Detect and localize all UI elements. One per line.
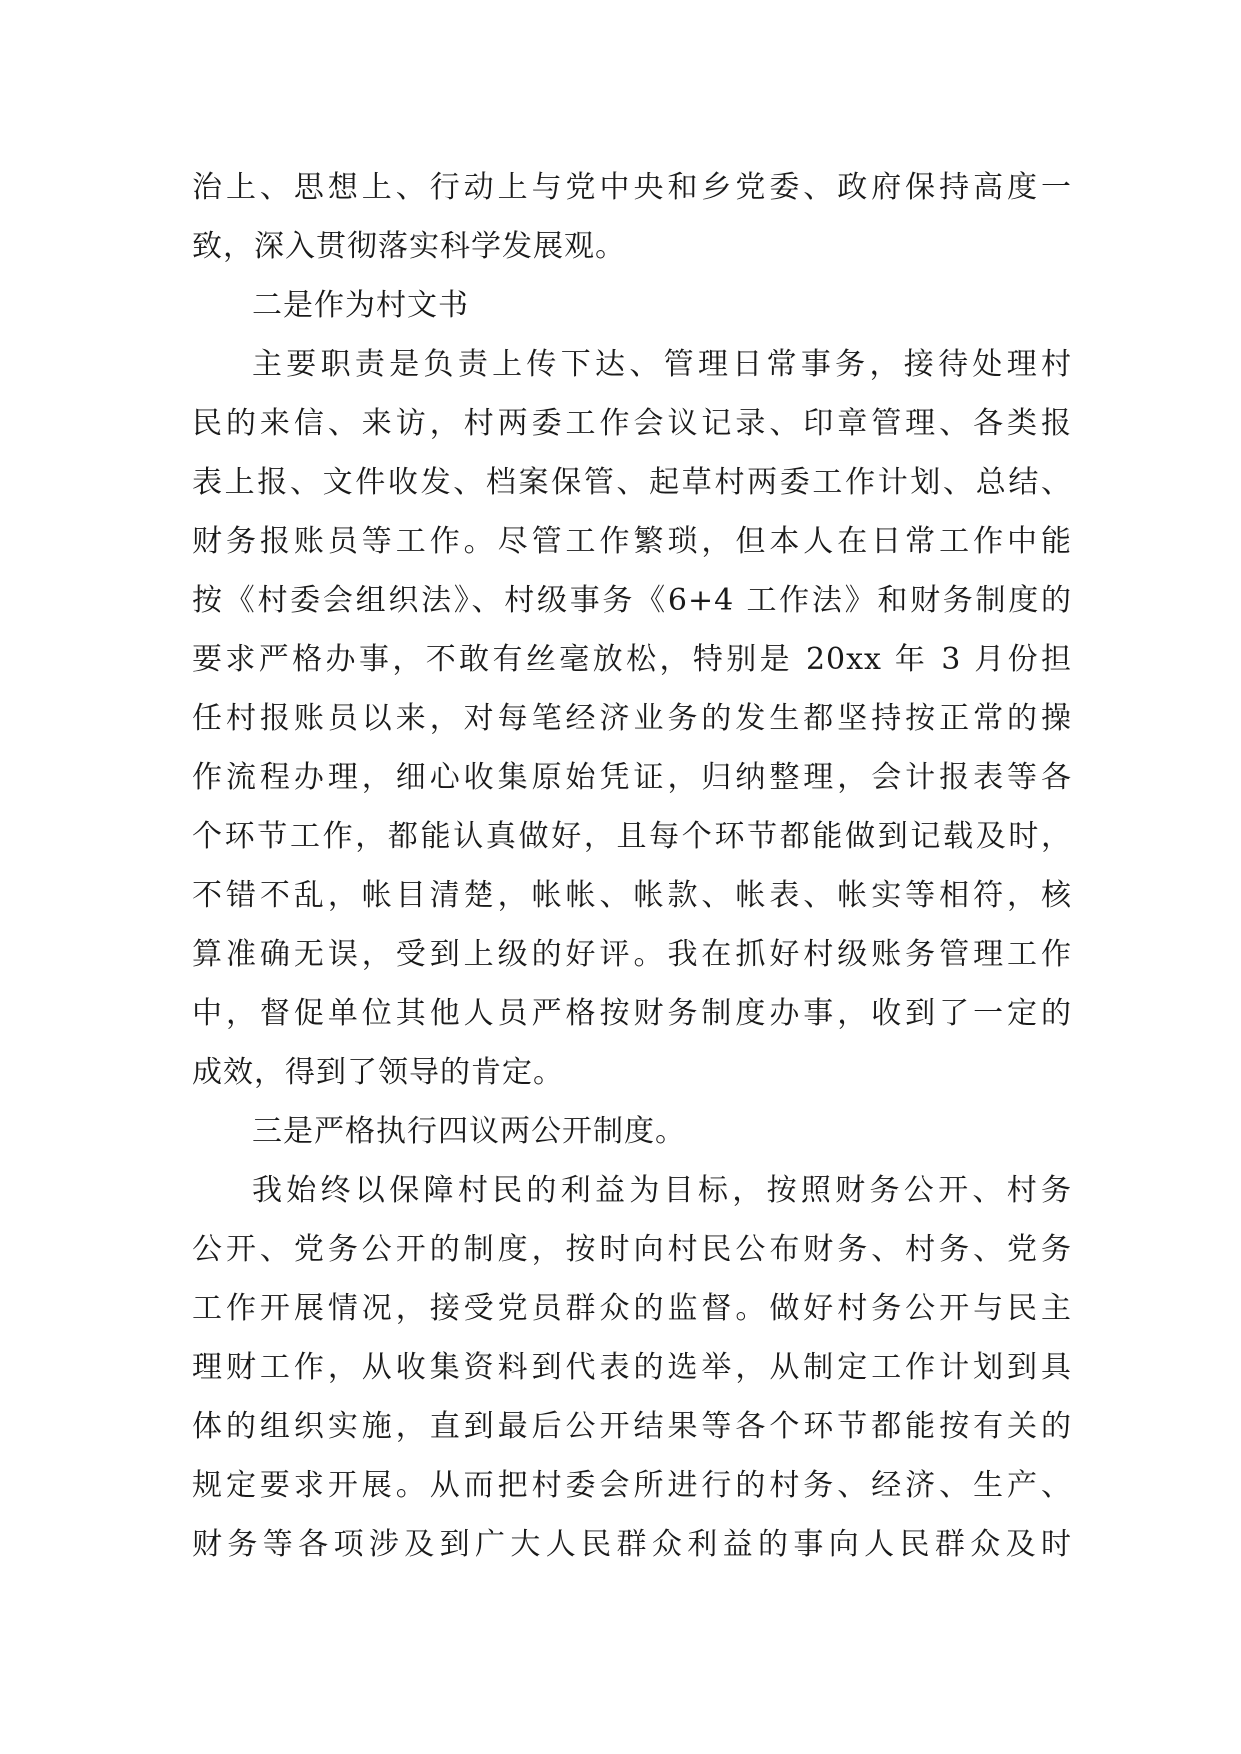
- text-line: 致，深入贯彻落实科学发展观。: [192, 229, 626, 264]
- text-line: 规定要求开展。从而把村委会所进行的村务、经济、生产、: [192, 1468, 1072, 1503]
- text-line: 成效，得到了领导的肯定。: [192, 1055, 564, 1090]
- text-line: 个环节工作，都能认真做好，且每个环节都能做到记载及时，: [192, 819, 1072, 854]
- text-line: 工作开展情况，接受党员群众的监督。做好村务公开与民主: [192, 1291, 1072, 1326]
- text-line: 作流程办理，细心收集原始凭证，归纳整理，会计报表等各: [192, 760, 1072, 795]
- section-heading: 三是严格执行四议两公开制度。: [252, 1114, 686, 1149]
- text-line: 不错不乱，帐目清楚，帐帐、帐款、帐表、帐实等相符，核: [192, 878, 1072, 913]
- section-heading: 二是作为村文书: [252, 288, 469, 323]
- text-line: 表上报、文件收发、档案保管、起草村两委工作计划、总结、: [192, 465, 1072, 500]
- document-body: [192, 158, 1072, 1574]
- text-line: 体的组织实施，直到最后公开结果等各个环节都能按有关的: [192, 1409, 1072, 1444]
- text-line: 理财工作，从收集资料到代表的选举，从制定工作计划到具: [192, 1350, 1072, 1385]
- text-line: 任村报账员以来，对每笔经济业务的发生都坚持按正常的操: [192, 701, 1072, 736]
- text-line: 公开、党务公开的制度，按时向村民公布财务、村务、党务: [192, 1232, 1072, 1267]
- text-line: 财务等各项涉及到广大人民群众利益的事向人民群众及时: [192, 1527, 1072, 1562]
- text-line: 主要职责是负责上传下达、管理日常事务，接待处理村: [252, 347, 1072, 382]
- text-line: 按《村委会组织法》、村级事务《6+4 工作法》和财务制度的: [192, 583, 1072, 618]
- text-line: 民的来信、来访，村两委工作会议记录、印章管理、各类报: [192, 406, 1072, 441]
- text-line: 要求严格办事，不敢有丝毫放松，特别是 20xx 年 3 月份担: [192, 642, 1072, 677]
- text-line: 财务报账员等工作。尽管工作繁琐，但本人在日常工作中能: [192, 524, 1072, 559]
- text-line: 算准确无误，受到上级的好评。我在抓好村级账务管理工作: [192, 937, 1072, 972]
- text-line: 中，督促单位其他人员严格按财务制度办事，收到了一定的: [192, 996, 1072, 1031]
- text-line: 治上、思想上、行动上与党中央和乡党委、政府保持高度一: [192, 170, 1072, 205]
- text-line: 我始终以保障村民的利益为目标，按照财务公开、村务: [252, 1173, 1072, 1208]
